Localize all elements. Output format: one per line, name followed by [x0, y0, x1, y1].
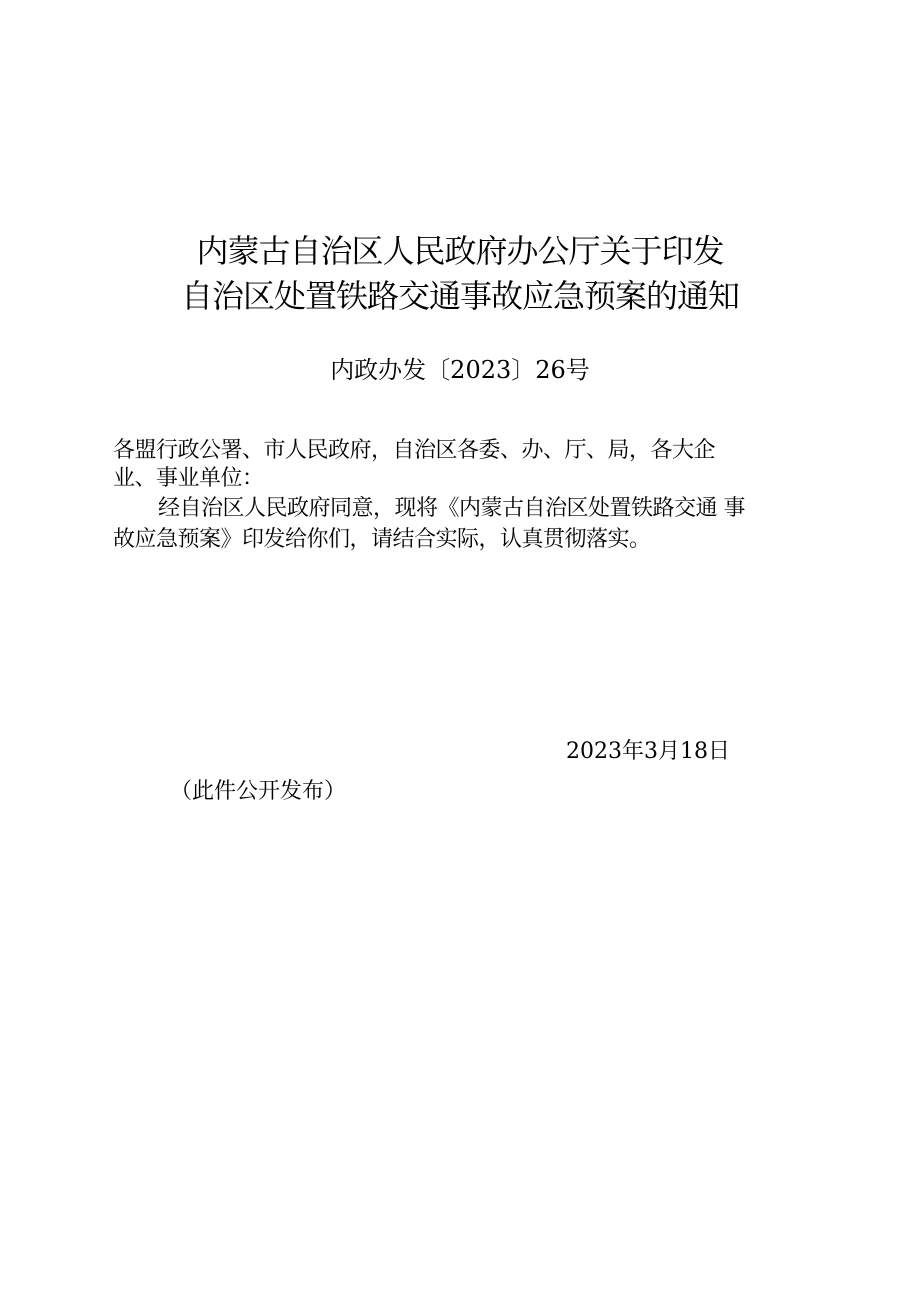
release-note: （此件公开发布） — [170, 779, 347, 804]
document-number: 内政办发〔2023〕26号 — [330, 356, 590, 384]
recipients-line-2: 业、事业单位： — [113, 466, 264, 491]
title-line-2: 自治区处置铁路交通事故应急预案的通知 — [180, 277, 739, 315]
body-line-1: 经自治区人民政府同意，现将《内蒙古自治区处置铁路交通 事 — [158, 496, 745, 521]
issue-date: 2023年3月18日 — [566, 739, 730, 764]
recipients-line-1: 各盟行政公署、市人民政府，自治区各委、办、厅、局，各大企 — [113, 438, 716, 463]
title-line-1: 内蒙古自治区人民政府办公厅关于印发 — [196, 232, 724, 270]
body-line-2: 故应急预案》印发给你们，请结合实际，认真贯彻落实。 — [113, 527, 651, 552]
